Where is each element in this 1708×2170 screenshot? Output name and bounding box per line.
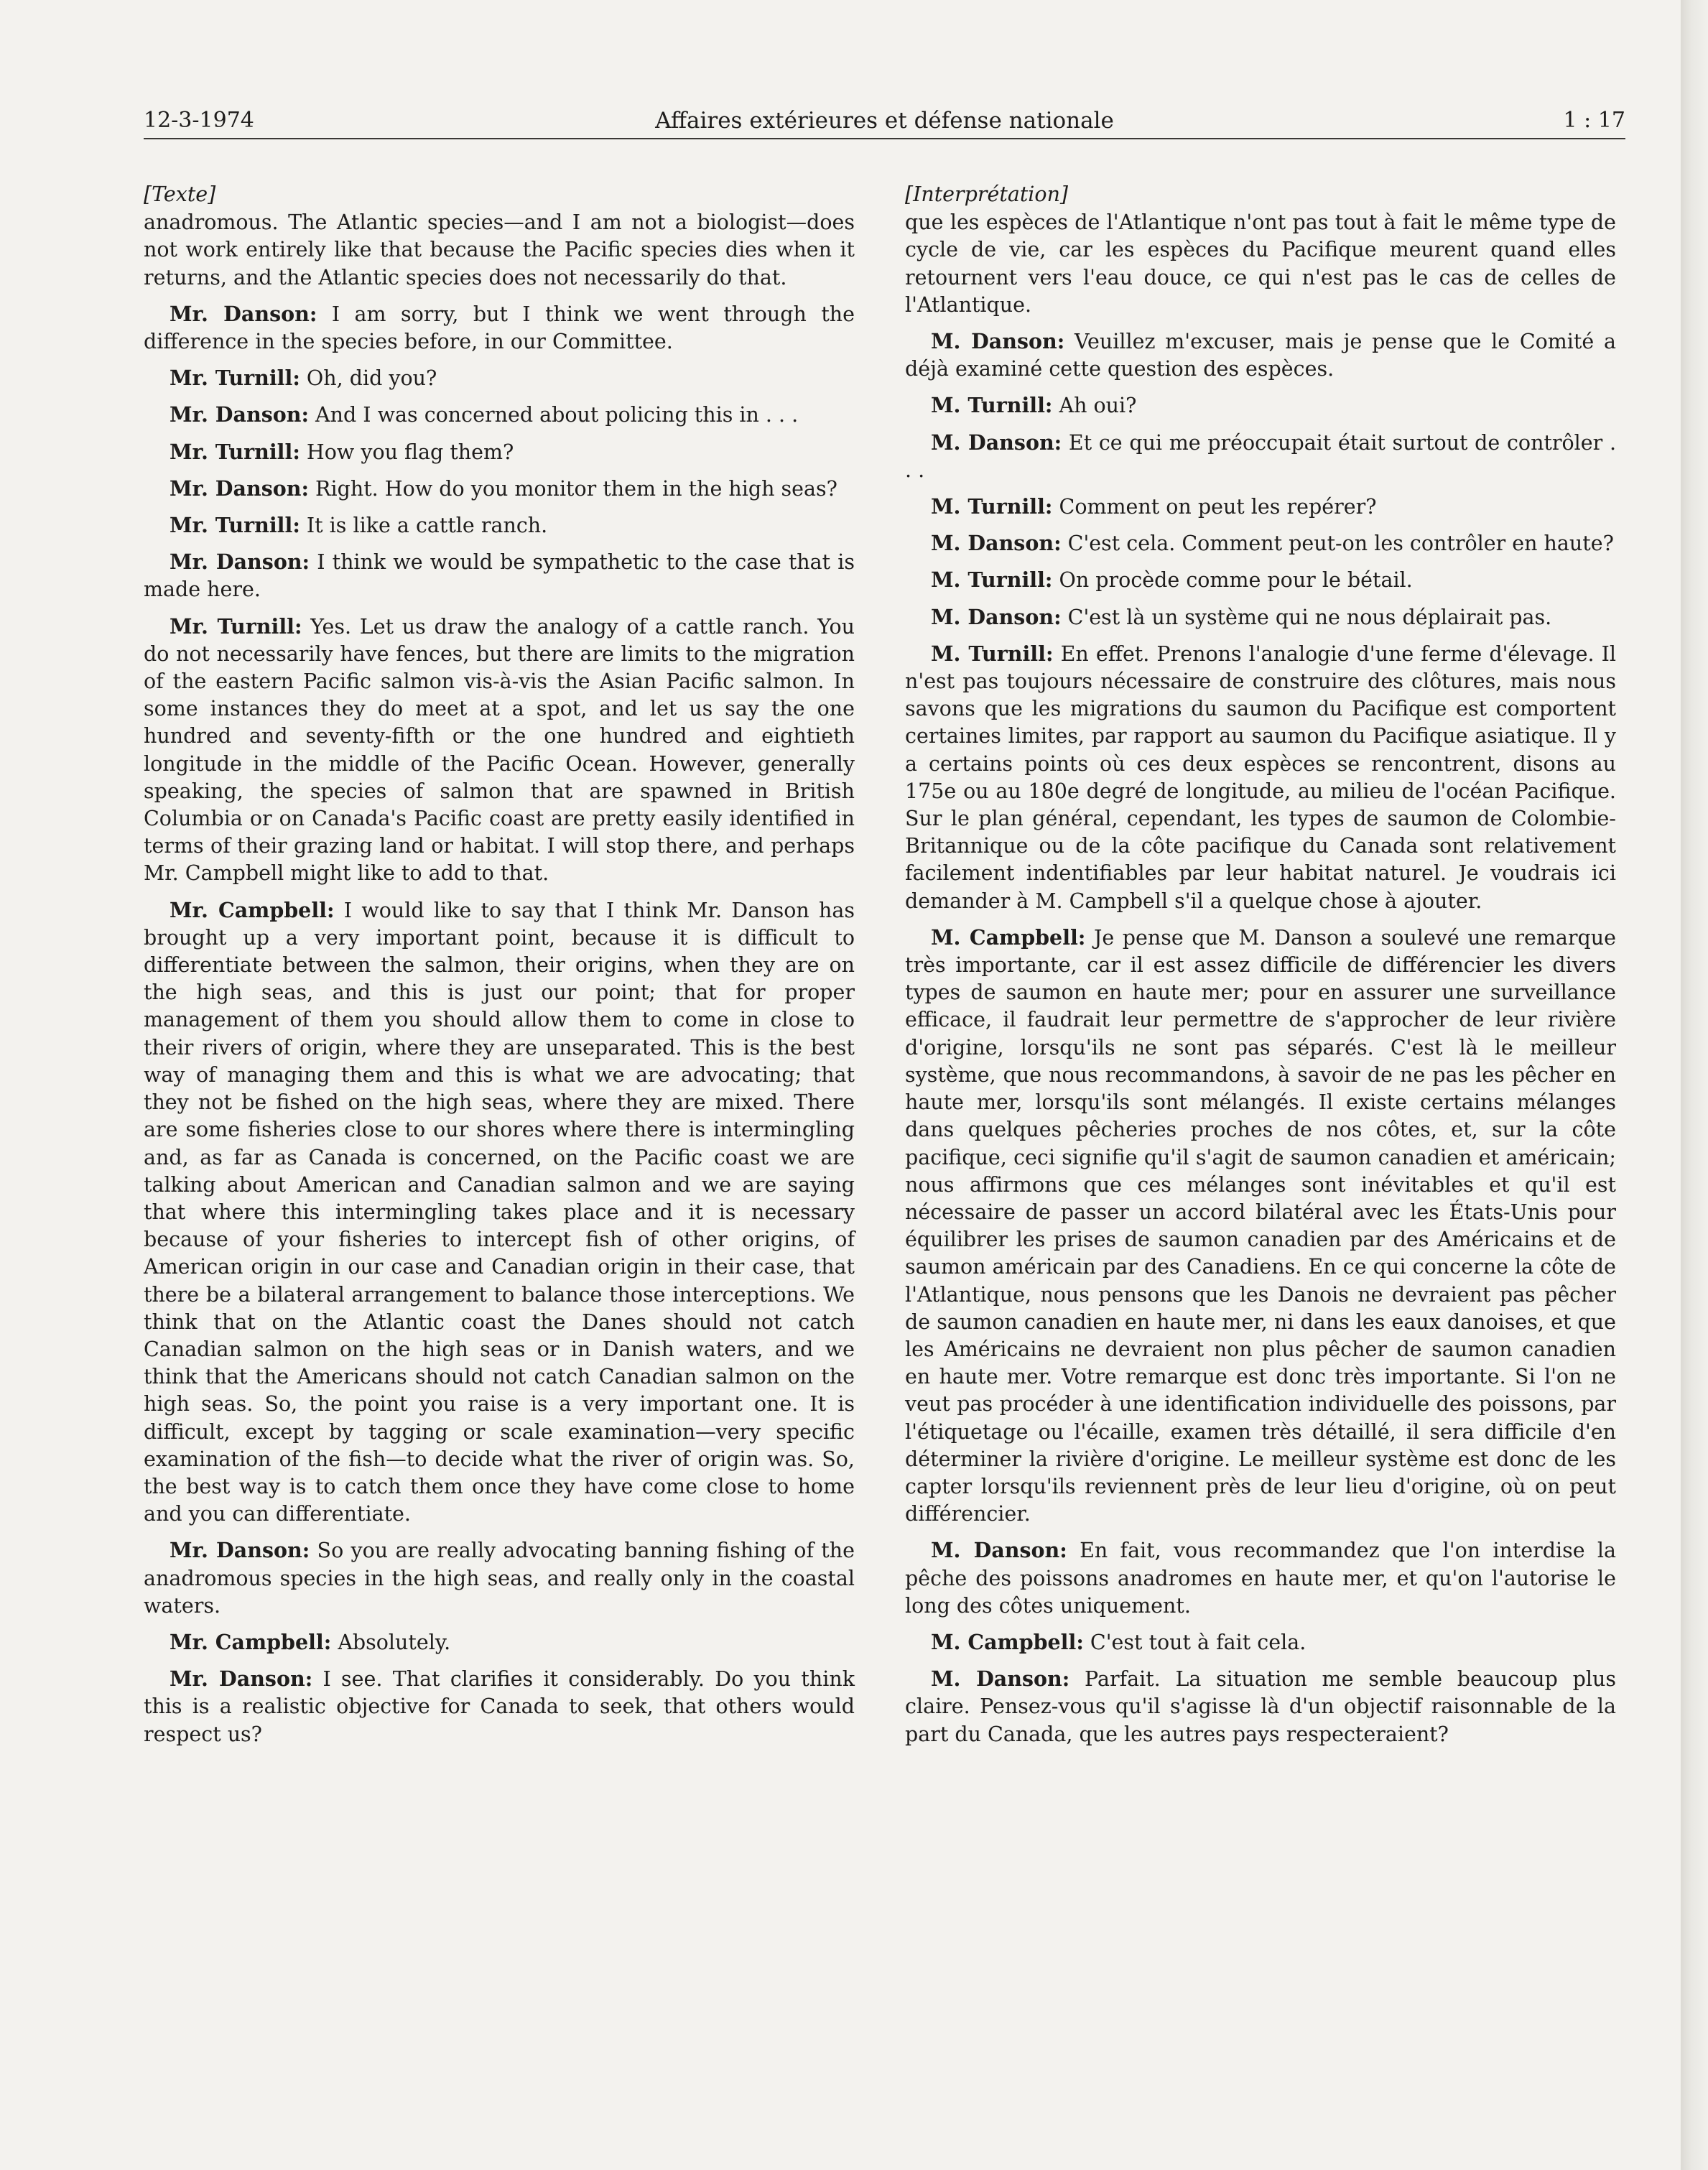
speaker-name: Mr. Danson: — [170, 301, 317, 326]
speaker-name: M. Turnill: — [931, 393, 1053, 418]
paragraph: Mr. Danson: Right. How do you monitor them in the high seas? — [170, 476, 837, 501]
paragraph: Mr. Turnill: It is like a cattle ranch. — [170, 513, 548, 538]
speaker-name: M. Turnill: — [931, 641, 1054, 666]
speaker-name: Mr. Danson: — [170, 476, 309, 501]
paragraph: Mr. Danson: I see. That clarifies it considerably. Do you think this is a realistic objective for Canada to seek, that others would respect us? — [144, 1666, 855, 1746]
paragraph: anadromous. The Atlantic species—and I am not a biologist—does not work entirely like that because the Pacific species dies when it returns, and the Atlantic species does not necessarily do that. — [144, 210, 855, 289]
paragraph: Mr. Danson: I think we would be sympathetic to the case that is made here. — [144, 550, 855, 602]
speaker-name: Mr. Turnill: — [170, 513, 300, 538]
paragraph: M. Campbell: Je pense que M. Danson a soulevé une remarque très importante, car il est assez difficile de différencier les divers types de saumon en haute mer; pour en assurer une surveillance efficace, il faudrait leur permettre de s'approcher de leur rivière d'origine, lorsqu'ils ne sont pas séparés. C'est là le meilleur système, que nous recommandons, à savoir de ne pas les pêcher en haute mer, lorsqu'ils sont mélangés. Il existe certains mélanges dans quelques pêcheries proches de nos côtes, et, sur la côte pacifique, ceci signifie qu'il s'agit de saumon canadien et américain; nous affirmons que ces mélanges sont inévitables et qu'il est nécessaire de passer un accord bilatéral avec les États-Unis pour équilibrer les prises de saumon canadien par des Américains et de saumon américain par des Canadiens. En ce qui concerne la côte de l'Atlantique, nous pensons que les Danois ne devraient pas pêcher de saumon canadien en haute mer, ni dans les eaux danoises, et que les Américains ne devraient non plus pêcher de saumon canadien en haute mer. Votre remarque est donc très importante. Si l'on ne veut pas procéder à une identification individuelle des poissons, par l'étiquetage ou l'écaille, examen très détaillé, il sera difficile d'en déterminer la rivière d'origine. Le meilleur système est donc de les capter lorsqu'ils reviennent près de leur lieu d'origine, où on peut différencier. — [905, 924, 1617, 1526]
header-page-number: 1 : 17 — [1563, 108, 1625, 133]
speaker-name: M. Danson: — [931, 430, 1062, 455]
column-label: [Texte] — [144, 182, 216, 206]
speaker-name: Mr. Danson: — [170, 1538, 310, 1563]
paragraph: Mr. Turnill: How you flag them? — [170, 439, 514, 464]
speaker-name: M. Turnill: — [931, 567, 1053, 593]
paragraph: Mr. Campbell: Absolutely. — [170, 1629, 451, 1654]
speaker-name: Mr. Danson: — [170, 550, 310, 575]
paragraph: M. Turnill: Comment on peut les repérer? — [931, 494, 1377, 519]
column-label: [Interprétation] — [905, 182, 1069, 206]
speaker-name: M. Danson: — [931, 1666, 1070, 1692]
speaker-name: M. Danson: — [931, 604, 1062, 629]
paragraph: Mr. Turnill: Oh, did you? — [170, 366, 437, 391]
speaker-name: Mr. Campbell: — [170, 1629, 332, 1654]
paragraph: que les espèces de l'Atlantique n'ont pas tout à fait le même type de cycle de vie, car les espèces du Pacifique meurent quand elles retournent vers l'eau douce, ce qui n'est pas le cas de celles de l'Atlantique. — [905, 210, 1616, 317]
header-title: Affaires extérieures et défense nationale — [655, 108, 1114, 134]
page-edge — [1681, 0, 1708, 2170]
header-rule — [144, 138, 1625, 139]
paragraph: M. Turnill: Ah oui? — [931, 393, 1137, 418]
paragraph: M. Turnill: En effet. Prenons l'analogie d'une ferme d'élevage. Il n'est pas toujours nécessaire de construire des clôtures, mais nous savons que les migrations du saumon du Pacifique est comportent certaines limites, par rapport au saumon du Pacifique asiatique. Il y a certains points où ces deux espèces se rencontrent, disons au 175e ou au 180e degré de longitude, au milieu de l'océan Pacifique. Sur le plan général, cependant, les types de saumon de Colombie-Britannique ou de la côte pacifique du Canada sont relativement facilement indentifiables par leur habitat naturel. Je voudrais ici demander à M. Campbell s'il a quelque chose à ajouter. — [905, 641, 1616, 913]
paragraph: M. Turnill: On procède comme pour le bétail. — [931, 567, 1413, 593]
paragraph: M. Danson: En fait, vous recommandez que l'on interdise la pêche des poissons anadromes en haute mer, et qu'on l'autorise le long des côtes uniquement. — [905, 1538, 1616, 1618]
speaker-name: Mr. Danson: — [170, 402, 309, 427]
speaker-name: M. Danson: — [931, 531, 1062, 556]
paragraph: M. Danson: Et ce qui me préoccupait était surtout de contrôler . . . — [905, 430, 1617, 482]
running-header — [144, 105, 1625, 136]
speaker-name: M. Turnill: — [931, 494, 1053, 519]
paragraph: M. Danson: C'est cela. Comment peut-on les contrôler en haute? — [931, 531, 1614, 556]
paragraph: Mr. Turnill: Yes. Let us draw the analogy of a cattle ranch. You do not necessarily have fences, but there are limits to the migration of the eastern Pacific salmon vis-à-vis the Asian Pacific salmon. In some instances they do meet at a spot, and let us say the one hundred and seventy-fifth or the one hundred and eightieth longitude in the middle of the Pacific Ocean. However, generally speaking, the species of salmon that are spawned in British Columbia or on Canada's Pacific coast are pretty easily identified in terms of their grazing land or habitat. I will stop there, and perhaps Mr. Campbell might like to add to that. — [144, 613, 855, 886]
paragraph: Mr. Danson: So you are really advocating banning fishing of the anadromous species in the high seas, and really only in the coastal waters. — [144, 1538, 855, 1618]
speaker-name: M. Danson: — [931, 1538, 1067, 1563]
paragraph: Mr. Campbell: I would like to say that I think Mr. Danson has brought up a very important point, because it is difficult to differentiate between the salmon, their origins, when they are on the high seas, and this is just our point; that for proper management of them you should allow them to come in close to their rivers of origin, where they are unseparated. This is the best way of managing them and this is what we are advocating; that they not be fished on the high seas, where they are mixed. There are some fisheries close to our shores where there is intermingling and, as far as Canada is concerned, on the Pacific coast we are talking about American and Canadian salmon and we are saying that where this intermingling takes place and it is necessary because of your fisheries to intercept fish of other origins, of American origin in our case and Canadian origin in their case, that there be a bilateral arrangement to balance those interceptions. We think that on the Atlantic coast the Danes should not catch Canadian salmon on the high seas or in Danish waters, and we think that the Americans should not catch Canadian salmon on the high seas. So, the point you raise is a very important one. It is difficult, except by tagging or scale examination—very specific examination of the fish—to decide what the river of origin was. So, the best way is to catch them once they have come close to home and you can differentiate. — [144, 897, 855, 1526]
speaker-name: Mr. Campbell: — [170, 897, 335, 922]
paragraph: M. Danson: Veuillez m'excuser, mais je pense que le Comité a déjà examiné cette question des espèces. — [905, 329, 1616, 381]
right-column-french — [905, 181, 1616, 1757]
speaker-name: Mr. Turnill: — [170, 366, 300, 391]
speaker-name: M. Campbell: — [931, 924, 1086, 950]
speaker-name: M. Campbell: — [931, 1629, 1084, 1654]
speaker-name: Mr. Danson: — [170, 1666, 313, 1692]
paragraph: Mr. Danson: I am sorry, but I think we went through the difference in the species before, in our Committee. — [144, 301, 855, 354]
speaker-name: M. Danson: — [931, 329, 1065, 354]
speaker-name: Mr. Turnill: — [170, 613, 302, 639]
paragraph: M. Campbell: C'est tout à fait cela. — [931, 1629, 1306, 1654]
speaker-name: Mr. Turnill: — [170, 439, 300, 464]
header-date: 12-3-1974 — [144, 108, 254, 133]
paragraph: M. Danson: C'est là un système qui ne nous déplairait pas. — [931, 604, 1552, 629]
paragraph: M. Danson: Parfait. La situation me semble beaucoup plus claire. Pensez-vous qu'il s'agisse là d'un objectif raisonnable de la part du Canada, que les autres pays respecteraient? — [905, 1666, 1616, 1746]
left-column-english — [144, 181, 855, 1757]
paragraph: Mr. Danson: And I was concerned about policing this in . . . — [170, 402, 799, 427]
